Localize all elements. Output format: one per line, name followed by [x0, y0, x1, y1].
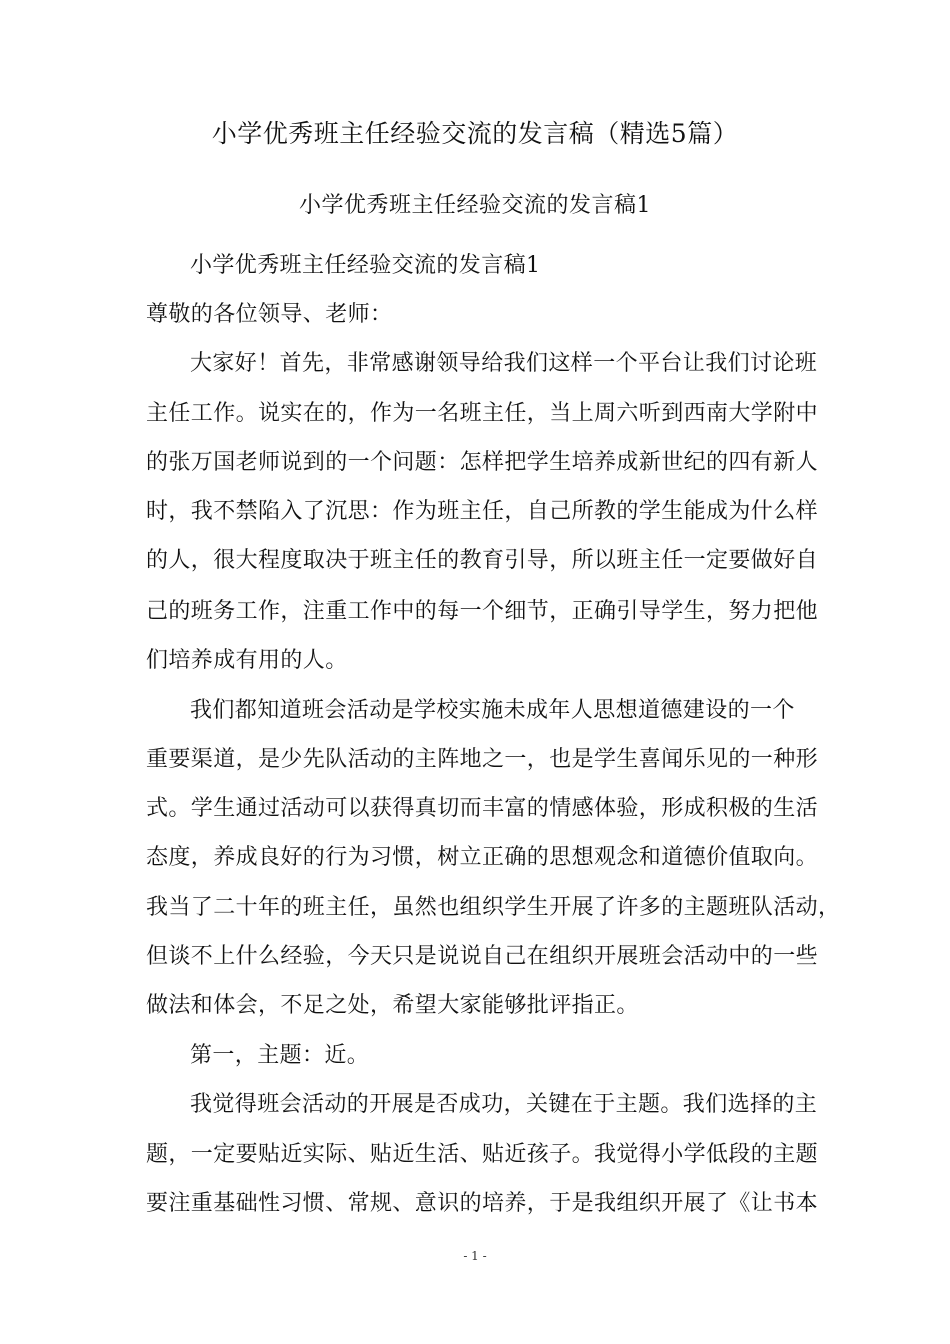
paragraph-line: 式。学生通过活动可以获得真切而丰富的情感体验，形成积极的生活: [146, 796, 819, 821]
paragraph-line: 大家好！首先，非常感谢领导给我们这样一个平台让我们讨论班: [190, 351, 818, 376]
paragraph-line: 的人，很大程度取决于班主任的教育引导，所以班主任一定要做好自: [146, 548, 819, 573]
paragraph-line: 做法和体会，不足之处，希望大家能够批评指正。: [146, 993, 639, 1018]
paragraph-line: 态度，养成良好的行为习惯，树立正确的思想观念和道德价值取向。: [146, 845, 819, 870]
paragraph-line: 要注重基础性习惯、常规、意识的培养，于是我组织开展了《让书本: [146, 1191, 819, 1216]
document-title: 小学优秀班主任经验交流的发言稿（精选5篇）: [211, 119, 739, 148]
paragraph-line: 我觉得班会活动的开展是否成功，关键在于主题。我们选择的主: [190, 1092, 818, 1117]
paragraph-line: 主任工作。说实在的，作为一名班主任，当上周六听到西南大学附中: [146, 401, 819, 426]
paragraph-line: 们培养成有用的人。: [146, 648, 348, 673]
paragraph-line: 己的班务工作，注重工作中的每一个细节，正确引导学生，努力把他: [146, 599, 819, 624]
paragraph-line: 时，我不禁陷入了沉思：作为班主任，自己所教的学生能成为什么样: [146, 499, 819, 524]
paragraph-line: 重要渠道，是少先队活动的主阵地之一，也是学生喜闻乐见的一种形: [146, 747, 819, 772]
paragraph-line: 小学优秀班主任经验交流的发言稿1: [190, 253, 541, 278]
page-number: - 1 -: [463, 1249, 487, 1263]
paragraph-line: 我们都知道班会活动是学校实施未成年人思想道德建设的一个: [190, 698, 795, 723]
paragraph-line: 题，一定要贴近实际、贴近生活、贴近孩子。我觉得小学低段的主题: [146, 1142, 819, 1167]
salutation-line: 尊敬的各位领导、老师：: [146, 302, 393, 327]
paragraph-line: 我当了二十年的班主任，虽然也组织学生开展了许多的主题班队活动，: [146, 895, 841, 920]
paragraph-line: 的张万国老师说到的一个问题：怎样把学生培养成新世纪的四有新人: [146, 450, 819, 475]
paragraph-heading: 第一，主题：近。: [190, 1043, 370, 1068]
section-heading: 小学优秀班主任经验交流的发言稿1: [299, 193, 651, 218]
paragraph-line: 但谈不上什么经验，今天只是说说自己在组织开展班会活动中的一些: [146, 944, 819, 969]
